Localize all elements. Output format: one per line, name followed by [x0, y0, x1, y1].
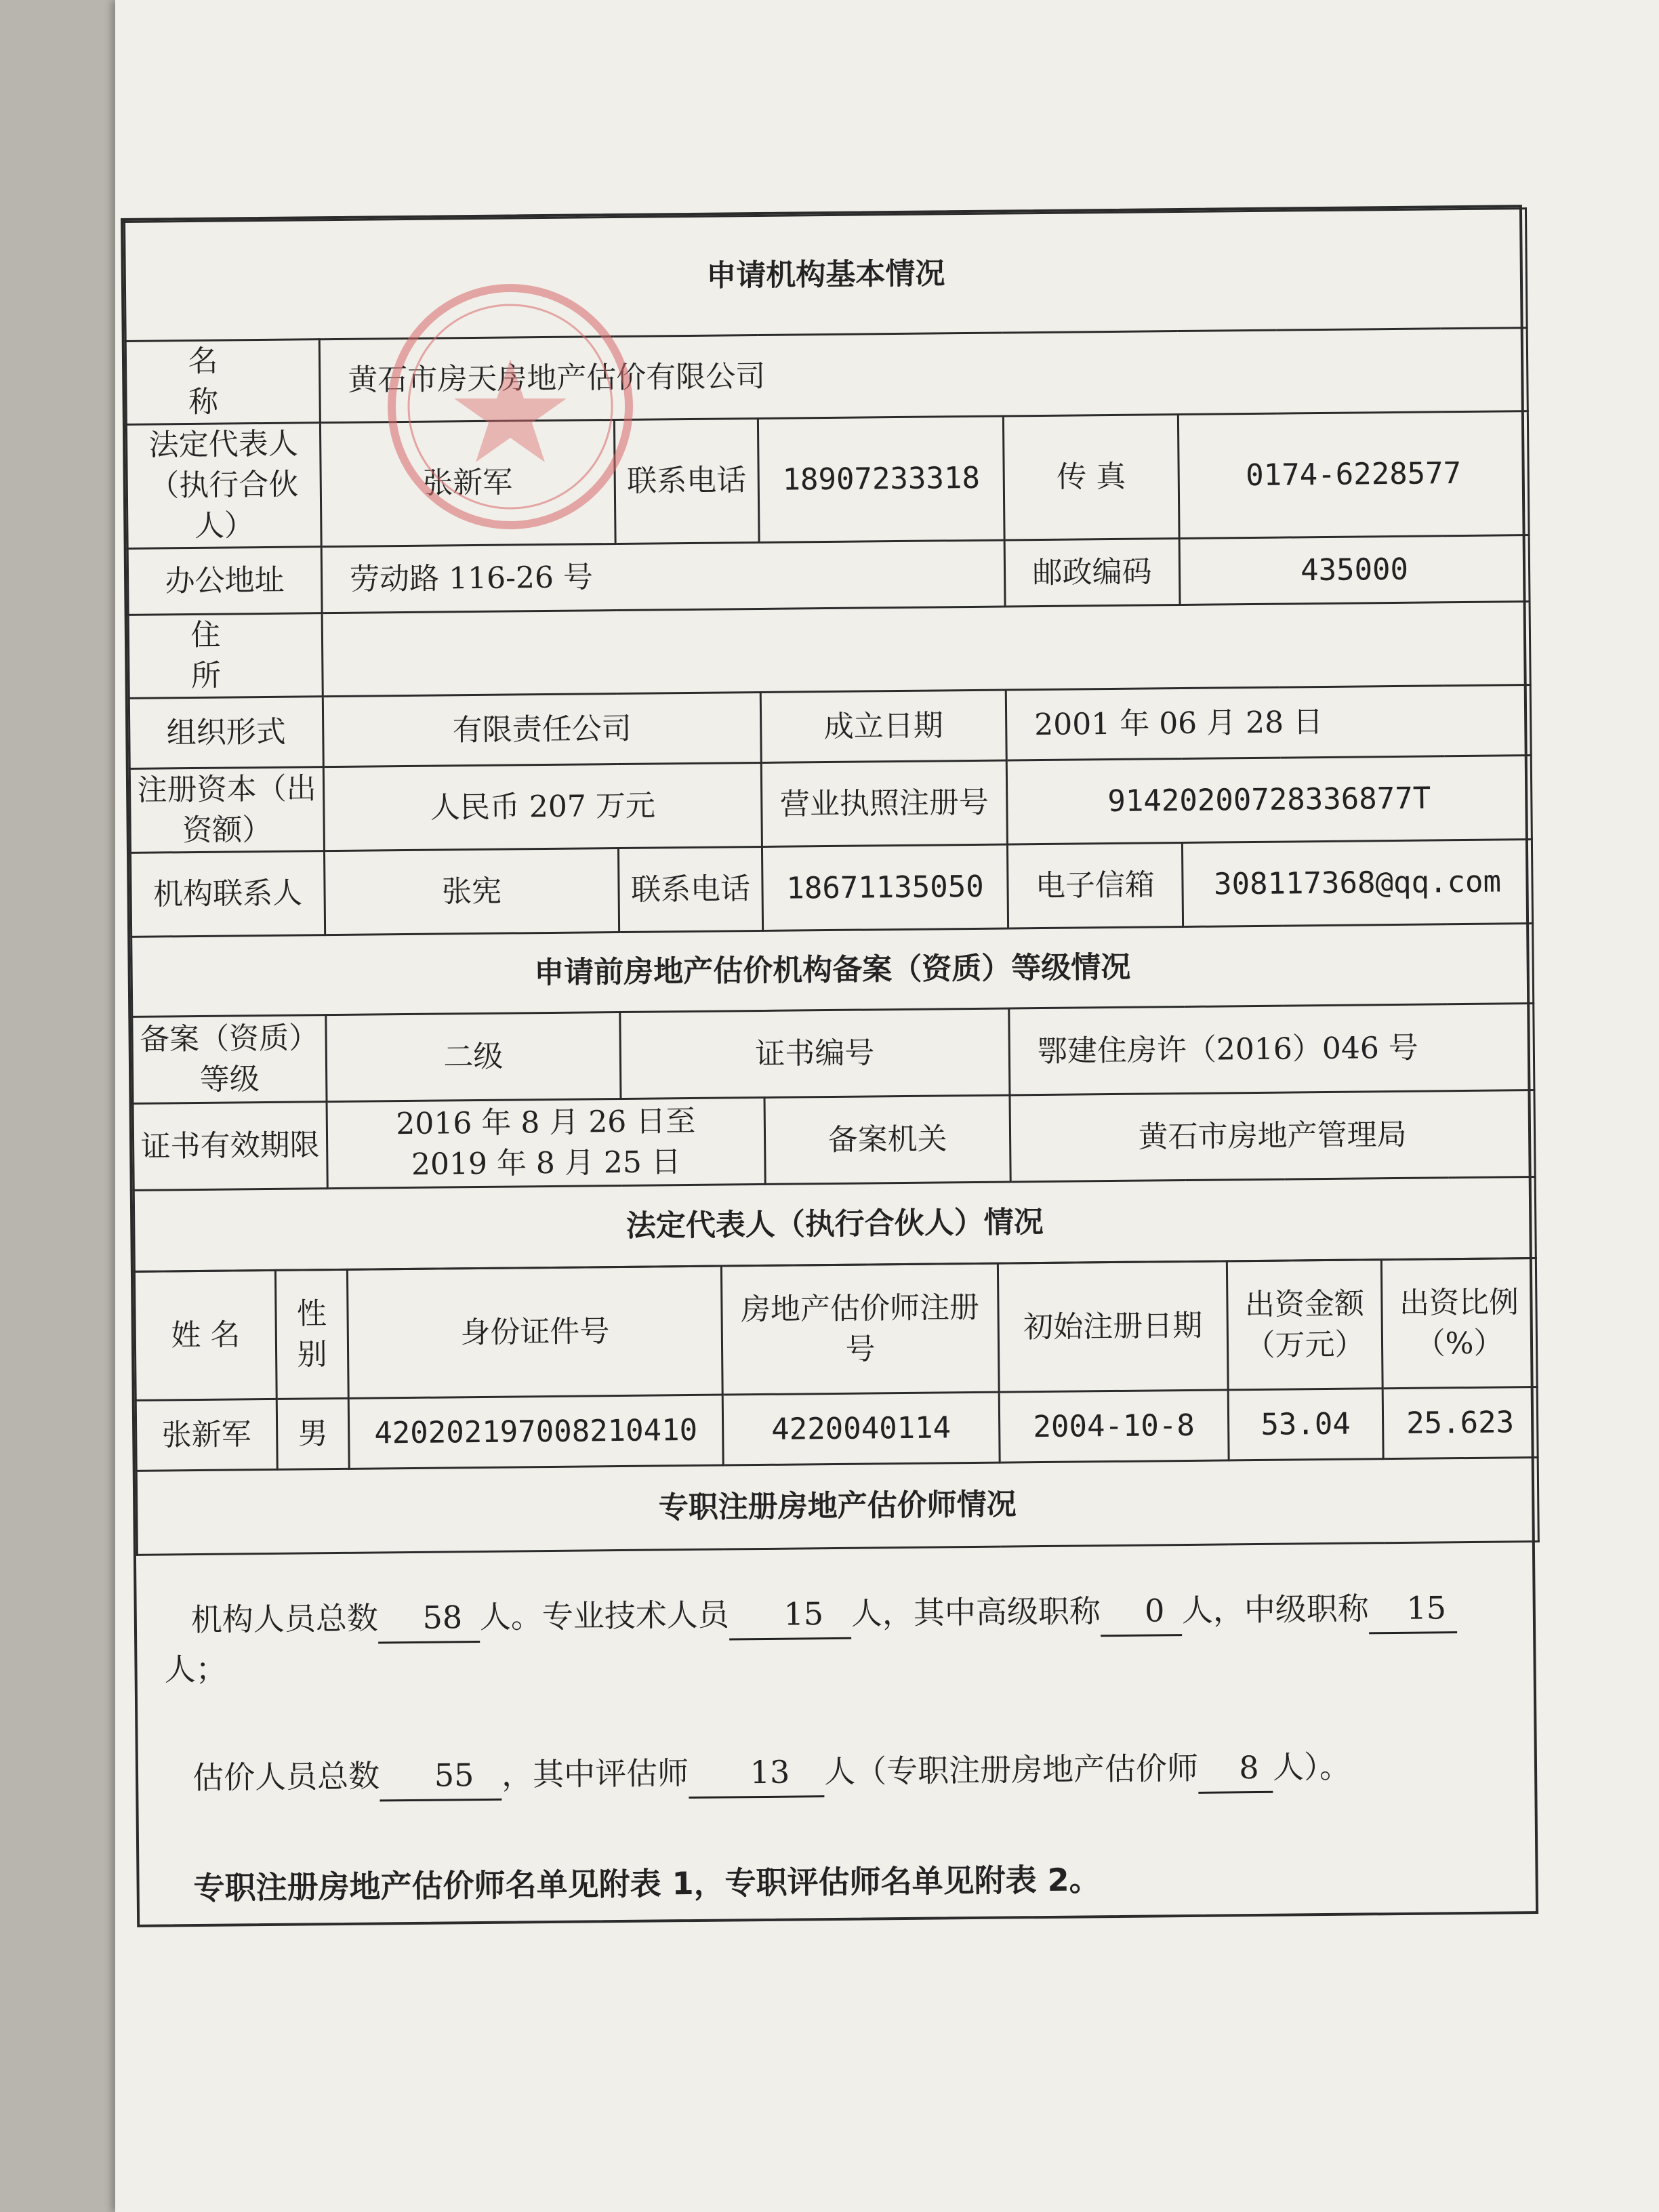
postcode-value: 435000	[1179, 535, 1530, 605]
section-grade-title: 申请前房地产估价机构备案（资质）等级情况	[131, 924, 1534, 1017]
license-value: 91420200728336877T	[1006, 756, 1532, 844]
contact-phone-label: 联系电话	[618, 846, 762, 932]
staff-text: 人。专业技术人员	[479, 1596, 730, 1636]
cell-id: 420202197008210410	[348, 1395, 723, 1469]
org-form-value: 有限责任公司	[323, 692, 761, 766]
name-label: 名 称	[125, 340, 320, 425]
authority-value: 黄石市房地产管理局	[1010, 1090, 1535, 1182]
grade-level-label: 备案（资质）等级	[132, 1015, 327, 1104]
cell-reg-no: 4220040114	[722, 1392, 1000, 1465]
cell-ratio: 25.623	[1382, 1387, 1538, 1459]
org-form-label: 组织形式	[129, 697, 323, 769]
registered-appraisers-value: 8	[1198, 1744, 1273, 1794]
senior-title-value: 0	[1100, 1586, 1182, 1637]
contact-value: 张宪	[324, 848, 619, 935]
col-header-amount: 出资金额（万元）	[1227, 1260, 1382, 1390]
phone-label: 联系电话	[614, 418, 759, 544]
evaluators-value: 13	[689, 1748, 825, 1799]
table-row	[136, 1387, 1538, 1471]
cert-no-value: 鄂建住房许（2016）046 号	[1009, 1004, 1534, 1095]
staff-summary	[136, 1542, 1536, 1912]
validity-value	[327, 1097, 765, 1188]
staff-line-2	[165, 1741, 1508, 1803]
appraisers-total-value: 55	[380, 1751, 502, 1802]
cell-amount: 53.04	[1228, 1389, 1383, 1460]
legal-rep-table	[134, 1257, 1540, 1556]
legal-rep-value: 张新军	[320, 420, 615, 547]
staff-text: 人，中级职称	[1181, 1590, 1370, 1629]
founded-value: 2001 年 06 月 28 日	[1006, 685, 1531, 760]
col-header-init-date: 初始注册日期	[998, 1261, 1228, 1392]
middle-title-value: 15	[1368, 1584, 1457, 1634]
staff-text: 人；	[164, 1650, 227, 1688]
staff-text: 人）。	[1272, 1748, 1351, 1786]
residence-label: 住 所	[128, 613, 323, 699]
office-value: 劳动路 116-26 号	[321, 540, 1005, 613]
authority-label: 备案机关	[764, 1095, 1010, 1184]
validity-label: 证书有效期限	[133, 1102, 327, 1191]
form-table	[123, 207, 1537, 1273]
col-header-id: 身份证件号	[347, 1266, 722, 1398]
founded-label: 成立日期	[760, 690, 1006, 762]
col-header-name: 姓 名	[134, 1270, 276, 1400]
validity-start: 2016 年 8 月 26 日至	[396, 1103, 696, 1141]
fax-value: 0174-6228577	[1178, 411, 1529, 539]
capital-value: 人民币 207 万元	[323, 762, 762, 851]
email-value: 308117368@qq.com	[1182, 840, 1532, 927]
license-label: 营业执照注册号	[761, 760, 1007, 846]
cell-init-date: 2004-10-8	[999, 1390, 1229, 1462]
capital-label: 注册资本（出资额）	[129, 767, 324, 853]
staff-text: 人，其中高级职称	[851, 1593, 1101, 1632]
org-name-value: 黄石市房天房地产估价有限公司	[319, 328, 1528, 423]
postcode-label: 邮政编码	[1004, 539, 1180, 607]
staff-text: 机构人员总数	[190, 1599, 379, 1639]
cell-name: 张新军	[136, 1399, 277, 1471]
staff-text: ，其中评估师	[501, 1755, 689, 1793]
validity-end: 2019 年 8 月 25 日	[411, 1144, 682, 1182]
section-legal-rep-title: 法定代表人（执行合伙人）情况	[134, 1177, 1536, 1272]
col-header-ratio: 出资比例（%）	[1381, 1258, 1537, 1389]
section-appraisers-title: 专职注册房地产估价师情况	[136, 1458, 1538, 1555]
appendix-note: 专职注册房地产估价师名单见附表 1，专职评估师名单见附表 2。	[193, 1861, 1101, 1907]
phone-value: 18907233318	[758, 416, 1004, 542]
staff-text: 人（专职注册房地产估价师	[823, 1749, 1199, 1790]
cert-no-label: 证书编号	[620, 1008, 1010, 1099]
col-header-gender: 性别	[275, 1269, 348, 1399]
tech-staff-value: 15	[729, 1590, 851, 1641]
contact-phone-value: 18671135050	[762, 844, 1008, 930]
email-label: 电子信箱	[1007, 843, 1183, 928]
residence-value	[322, 602, 1530, 697]
total-staff-value: 58	[378, 1593, 480, 1643]
staff-line-1	[164, 1583, 1507, 1693]
grade-level-value: 二级	[326, 1012, 621, 1101]
col-header-reg-no: 房地产估价师注册号	[721, 1263, 999, 1395]
fax-label: 传 真	[1003, 415, 1179, 540]
staff-text: 估价人员总数	[192, 1757, 380, 1797]
legal-rep-label: 法定代表人（执行合伙人）	[126, 423, 321, 549]
office-label: 办公地址	[127, 547, 322, 615]
contact-label: 机构联系人	[130, 851, 325, 937]
section-basic-title: 申请机构基本情况	[125, 209, 1528, 342]
application-form	[121, 205, 1538, 1927]
cell-gender: 男	[276, 1398, 349, 1469]
